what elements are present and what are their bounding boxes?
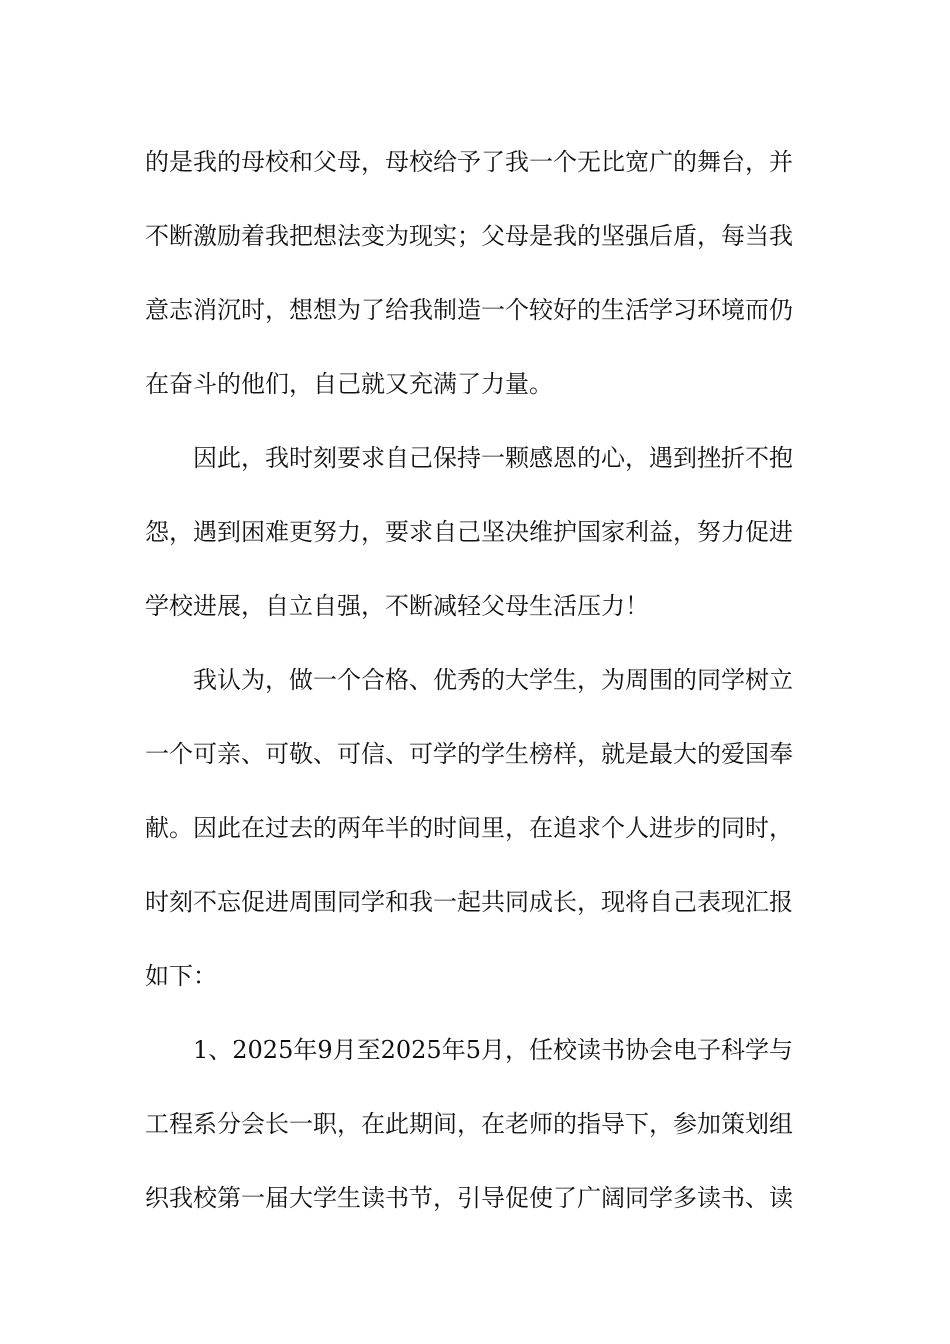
text-line: 的是我的母校和父母，母校给予了我一个无比宽广的舞台，并: [145, 148, 793, 176]
paragraph-4: [145, 1013, 805, 1235]
paragraph-2: [145, 421, 805, 643]
document-body: [145, 125, 805, 1235]
text-line: 献。因此在过去的两年半的时间里，在追求个人进步的同时，: [145, 814, 793, 842]
paragraph-3: [145, 643, 805, 1013]
text-line: 1、2025年9月至2025年5月，任校读书协会电子科学与: [193, 1036, 793, 1064]
text-line: 工程系分会长一职，在此期间，在老师的指导下，参加策划组: [145, 1110, 793, 1138]
text-line: 我认为，做一个合格、优秀的大学生，为周围的同学树立: [193, 666, 793, 694]
text-line: 意志消沉时，想想为了给我制造一个较好的生活学习环境而仍: [145, 296, 793, 324]
text-line: 因此，我时刻要求自己保持一颗感恩的心，遇到挫折不抱: [193, 444, 793, 472]
text-line: 一个可亲、可敬、可信、可学的学生榜样，就是最大的爱国奉: [145, 740, 793, 768]
text-line: 不断激励着我把想法变为现实；父母是我的坚强后盾，每当我: [145, 222, 793, 250]
text-line: 在奋斗的他们，自己就又充满了力量。: [145, 370, 553, 398]
text-line: 时刻不忘促进周围同学和我一起共同成长，现将自己表现汇报: [145, 888, 793, 916]
paragraph-1: [145, 125, 805, 421]
text-line: 怨，遇到困难更努力，要求自己坚决维护国家利益，努力促进: [145, 518, 793, 546]
text-line: 织我校第一届大学生读书节，引导促使了广阔同学多读书、读: [145, 1184, 793, 1212]
text-line: 学校进展，自立自强，不断减轻父母生活压力！: [145, 592, 649, 620]
text-line: 如下：: [145, 962, 217, 990]
